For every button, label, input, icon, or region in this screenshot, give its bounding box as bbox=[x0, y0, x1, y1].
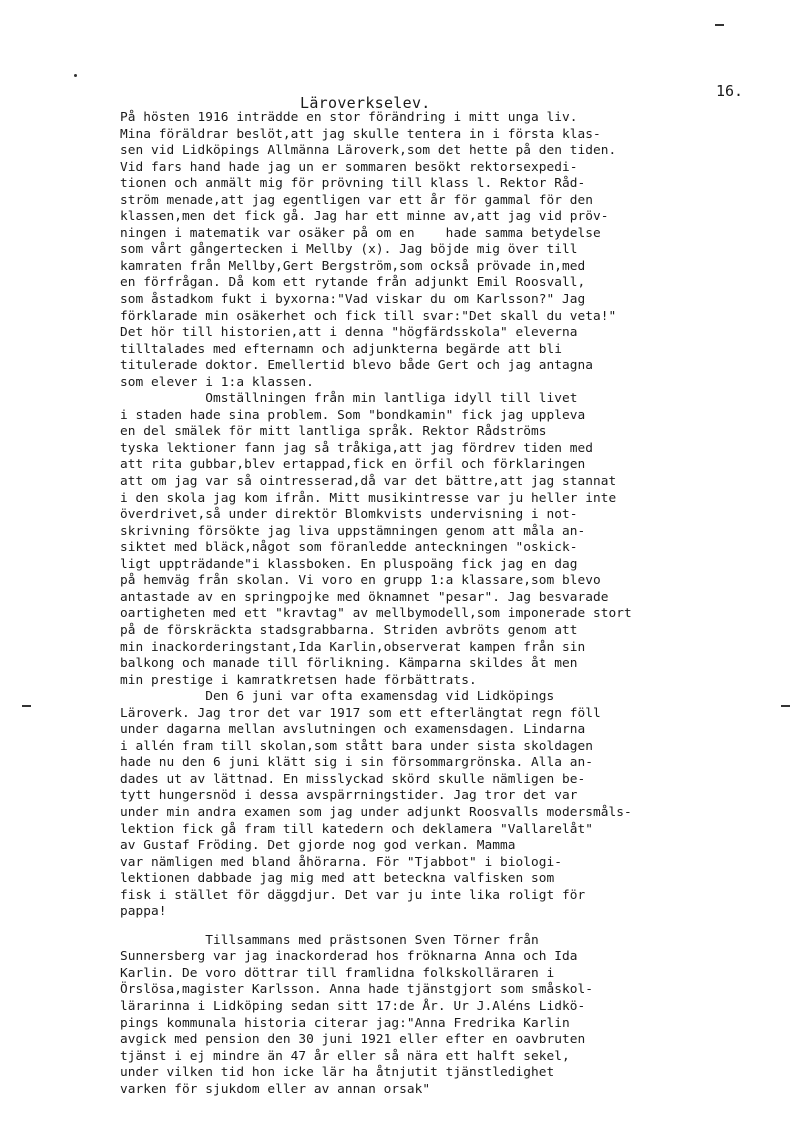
margin-mark bbox=[781, 705, 790, 707]
text-line: pappa! bbox=[120, 904, 167, 920]
text-line: överdrivet,så under direktör Blomkvists undervisning i not- bbox=[120, 507, 578, 523]
text-line: en förfrågan. Då kom ett rytande från adjunkt Emil Roosvall, bbox=[120, 275, 586, 291]
margin-mark bbox=[22, 705, 31, 707]
text-line: lektionen dabbade jag mig med att beteckna valfisken som bbox=[120, 871, 555, 887]
margin-mark bbox=[74, 74, 77, 77]
text-line: som åstadkom fukt i byxorna:"Vad viskar du om Karlsson?" Jag bbox=[120, 292, 586, 308]
text-line: Karlin. De voro döttrar till framlidna folkskolläraren i bbox=[120, 965, 555, 981]
text-line: förklarade min osäkerhet och fick till svar:"Det skall du veta!" bbox=[120, 308, 617, 324]
text-line: fisk i stället för däggdjur. Det var ju inte lika roligt för bbox=[120, 887, 586, 903]
text-line: av Gustaf Fröding. Det gjorde nog god verkan. Mamma bbox=[120, 838, 516, 854]
text-line: Vid fars hand hade jag un er sommaren besökt rektorsexpedi- bbox=[120, 159, 578, 175]
text-line: Omställningen från min lantliga idyll till livet bbox=[120, 391, 578, 407]
text-line: på hemväg från skolan. Vi voro en grupp 1:a klassare,som blevo bbox=[120, 573, 601, 589]
text-line: Örslösa,magister Karlsson. Anna hade tjänstgjort som småskol- bbox=[120, 982, 594, 998]
text-line: dades ut av lättnad. En misslyckad skörd skulle nämligen be- bbox=[120, 771, 586, 787]
text-line: min inackorderingstant,Ida Karlin,observerat kampen från sin bbox=[120, 639, 586, 655]
text-line: tjänst i ej mindre än 47 år eller så nära ett halft sekel, bbox=[120, 1048, 570, 1064]
text-line: på de förskräckta stadsgrabbarna. Striden avbröts genom att bbox=[120, 622, 578, 638]
text-line: i den skola jag kom ifrån. Mitt musikintresse var ju heller inte bbox=[120, 490, 617, 506]
text-line: pings kommunala historia citerar jag:"Anna Fredrika Karlin bbox=[120, 1015, 570, 1031]
text-line: lärarinna i Lidköping sedan sitt 17:de År. Ur J.Aléns Lidkö- bbox=[120, 998, 586, 1014]
text-line: balkong och manade till förlikning. Kämparna skildes åt men bbox=[120, 656, 578, 672]
text-line: titulerade doktor. Emellertid blevo både Gert och jag antagna bbox=[120, 358, 594, 374]
text-line: Läroverk. Jag tror det var 1917 som ett efterlängtat regn föll bbox=[120, 705, 601, 721]
text-line: Tillsammans med prästsonen Sven Törner från bbox=[120, 932, 539, 948]
text-line: tionen och anmält mig för prövning till klass l. Rektor Råd- bbox=[120, 176, 586, 192]
text-line: att rita gubbar,blev ertappad,fick en örfil och förklaringen bbox=[120, 457, 586, 473]
text-line: Mina föräldrar beslöt,att jag skulle tentera in i första klas- bbox=[120, 126, 601, 142]
text-line: klassen,men det fick gå. Jag har ett minne av,att jag vid pröv- bbox=[120, 209, 609, 225]
text-line: min prestige i kamratkretsen hade förbättrats. bbox=[120, 672, 477, 688]
text-line: siktet med bläck,något som föranledde anteckningen "oskick- bbox=[120, 540, 578, 556]
text-line: oartigheten med ett "kravtag" av mellbymodell,som imponerade stort bbox=[120, 606, 632, 622]
text-line: tyska lektioner fann jag så tråkiga,att jag fördrev tiden med bbox=[120, 440, 594, 456]
text-line: under dagarna mellan avslutningen och examensdagen. Lindarna bbox=[120, 722, 586, 738]
text-line: varken för sjukdom eller av annan orsak" bbox=[120, 1081, 431, 1097]
text-line: Den 6 juni var ofta examensdag vid Lidköpings bbox=[120, 689, 555, 705]
text-line: under vilken tid hon icke lär ha åtnjutit tjänstledighet bbox=[120, 1065, 555, 1081]
text-line: tilltalades med efternamn och adjunkterna begärde att bli bbox=[120, 341, 562, 357]
text-line: lektion fick gå fram till katedern och deklamera "Vallarelåt" bbox=[120, 821, 594, 837]
document-body bbox=[120, 110, 770, 1098]
text-line: kamraten från Mellby,Gert Bergström,som också prövade in,med bbox=[120, 258, 586, 274]
text-line: skrivning försökte jag liva uppstämningen genom att måla an- bbox=[120, 523, 586, 539]
text-line: under min andra examen som jag under adjunkt Roosvalls modersmåls- bbox=[120, 804, 632, 820]
text-line: sen vid Lidköpings Allmänna Läroverk,som det hette på den tiden. bbox=[120, 143, 617, 159]
text-line: Det hör till historien,att i denna "högfärdsskola" eleverna bbox=[120, 325, 578, 341]
text-line: På hösten 1916 inträdde en stor förändring i mitt unga liv. bbox=[120, 110, 578, 125]
page-number: 16. bbox=[716, 82, 744, 100]
text-line: var nämligen med bland åhörarna. För "Tjabbot" i biologi- bbox=[120, 854, 562, 870]
text-line: Sunnersberg var jag inackorderad hos fröknarna Anna och Ida bbox=[120, 949, 578, 965]
text-line: hade nu den 6 juni klätt sig i sin försommargrönska. Alla an- bbox=[120, 755, 594, 771]
margin-mark bbox=[715, 24, 724, 26]
text-line bbox=[120, 921, 770, 933]
text-line: ström menade,att jag egentligen var ett år för gammal för den bbox=[120, 192, 594, 208]
page-title: Läroverkselev. bbox=[300, 94, 431, 112]
text-line: ningen i matematik var osäker på om en hade samma betydelse bbox=[120, 225, 601, 241]
text-line: i staden hade sina problem. Som "bondkamin" fick jag uppleva bbox=[120, 407, 586, 423]
text-line: antastade av en springpojke med öknamnet "pesar". Jag besvarade bbox=[120, 589, 609, 605]
text-line: att om jag var så ointresserad,då var det bättre,att jag stannat bbox=[120, 474, 617, 490]
text-line: tytt hungersnöd i dessa avspärrningstider. Jag tror det var bbox=[120, 788, 578, 804]
text-line: en del smälek för mitt lantliga språk. Rektor Rådströms bbox=[120, 424, 547, 440]
text-line: som vårt gångertecken i Mellby (x). Jag böjde mig över till bbox=[120, 242, 578, 258]
text-line: avgick med pension den 30 juni 1921 eller efter en oavbruten bbox=[120, 1032, 586, 1048]
text-line: som elever i 1:a klassen. bbox=[120, 374, 314, 390]
text-line: i allén fram till skolan,som stått bara under sista skoldagen bbox=[120, 738, 594, 754]
text-line: ligt uppträdande"i klassboken. En pluspoäng fick jag en dag bbox=[120, 556, 578, 572]
